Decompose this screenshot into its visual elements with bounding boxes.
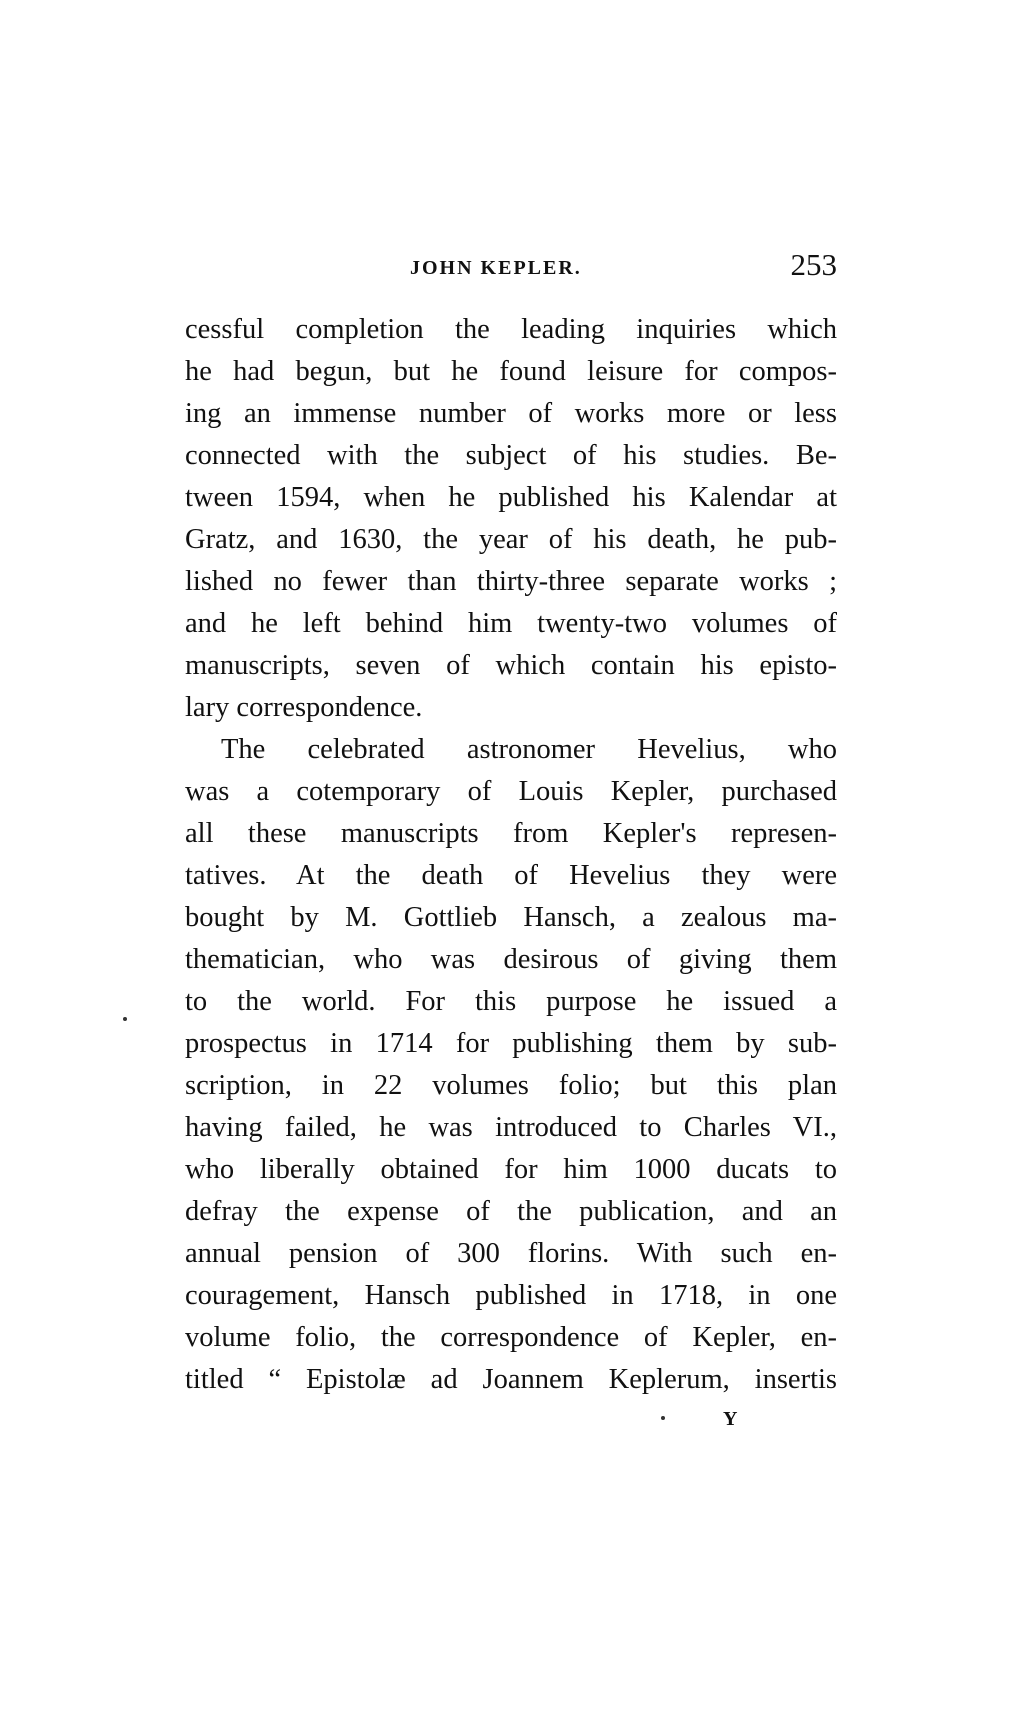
text-line: cessful completion the leading inquiries which (185, 314, 837, 345)
text-line: Gratz, and 1630, the year of his death, he pub- (185, 524, 837, 555)
text-line: volume folio, the correspondence of Kepler, en- (185, 1322, 837, 1353)
text-line: all these manuscripts from Kepler's represen- (185, 818, 837, 849)
text-line: couragement, Hansch published in 1718, in one (185, 1280, 837, 1311)
page-number: 253 (790, 247, 837, 282)
text-line: and he left behind him twenty-two volumes of (185, 608, 837, 639)
text-line: manuscripts, seven of which contain his episto- (185, 650, 837, 681)
page-header (185, 247, 837, 287)
text-line: was a cotemporary of Louis Kepler, purchased (185, 776, 837, 807)
body-text (185, 309, 837, 1401)
running-title: JOHN KEPLER. (410, 257, 582, 279)
text-line: to the world. For this purpose he issued a (185, 986, 837, 1017)
text-line: The celebrated astronomer Hevelius, who (221, 734, 837, 765)
text-line: he had begun, but he found leisure for compos- (185, 356, 837, 387)
text-line: lished no fewer than thirty-three separate works ; (185, 566, 837, 597)
text-line: prospectus in 1714 for publishing them by sub- (185, 1028, 837, 1059)
text-line: titled “ Epistolæ ad Joannem Keplerum, insertis (185, 1364, 837, 1395)
text-line: bought by M. Gottlieb Hansch, a zealous ma- (185, 902, 837, 933)
text-line: connected with the subject of his studies. Be- (185, 440, 837, 471)
text-line: lary correspondence. (185, 692, 423, 723)
text-line: defray the expense of the publication, and an (185, 1196, 837, 1227)
text-line: having failed, he was introduced to Charles VI., (185, 1112, 837, 1143)
text-line: ing an immense number of works more or less (185, 398, 837, 429)
print-speck (123, 1017, 127, 1021)
text-line: tatives. At the death of Hevelius they were (185, 860, 837, 891)
text-line: who liberally obtained for him 1000 ducats to (185, 1154, 837, 1185)
print-speck (661, 1416, 665, 1420)
text-line: annual pension of 300 florins. With such en- (185, 1238, 837, 1269)
signature-mark: Y (723, 1408, 738, 1430)
text-line: thematician, who was desirous of giving them (185, 944, 837, 975)
text-line: tween 1594, when he published his Kalendar at (185, 482, 837, 513)
text-line: scription, in 22 volumes folio; but this plan (185, 1070, 837, 1101)
